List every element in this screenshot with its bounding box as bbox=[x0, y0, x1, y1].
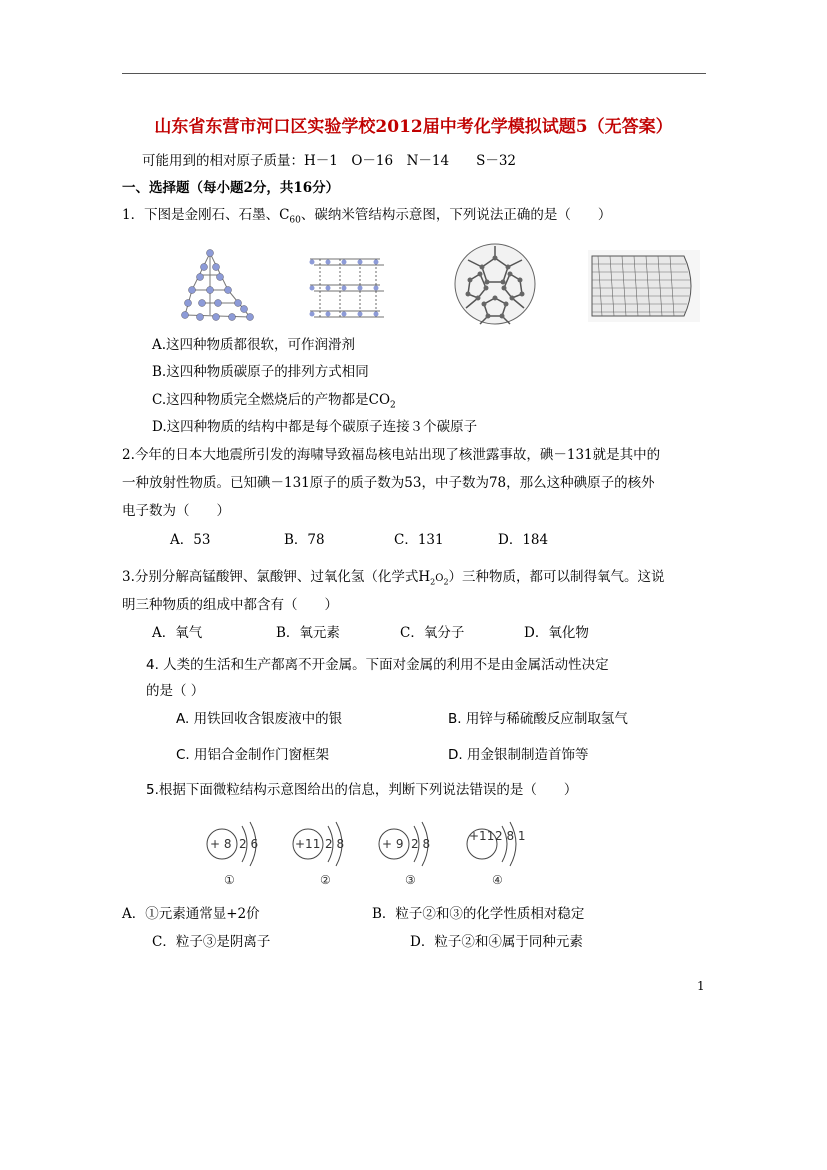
q3-stem-line2: 明三种物质的组成中都含有（ ） bbox=[122, 597, 338, 613]
q4-stem-line2: 的是（ ） bbox=[146, 683, 205, 699]
q2-option-a: A．53 bbox=[170, 532, 211, 548]
q1-option-b: B.这四种物质碳原子的排列方式相同 bbox=[152, 364, 369, 380]
particle-1-label: ① bbox=[224, 873, 235, 887]
q2-option-d: D．184 bbox=[498, 532, 549, 548]
c60-fullerene-figure bbox=[450, 240, 540, 328]
particle-3-label: ③ bbox=[405, 873, 416, 887]
q5-option-c: C．粒子③是阴离子 bbox=[152, 934, 271, 950]
particle-structure-diagrams bbox=[196, 818, 536, 892]
carbon-nanotube-figure bbox=[588, 250, 700, 322]
q4-option-b: B. 用锌与稀硫酸反应制取氢气 bbox=[448, 711, 628, 727]
particle-3 bbox=[379, 822, 430, 887]
graphite-structure-figure bbox=[300, 245, 390, 327]
q1-option-a: A.这四种物质都很软，可作润滑剂 bbox=[152, 337, 356, 353]
particle-4-nucleus: +11 bbox=[469, 829, 495, 843]
section-heading: 一、选择题（每小题2分，共16分） bbox=[122, 180, 340, 196]
q4-option-a: A. 用铁回收含银废液中的银 bbox=[176, 711, 343, 727]
particle-2-nucleus: +11 bbox=[295, 837, 321, 851]
q2-stem-line2: 一种放射性物质。已知碘－131原子的质子数为53，中子数为78，那么这种碘原子的核外 bbox=[122, 475, 655, 491]
q1-option-d: D.这四种物质的结构中都是每个碳原子连接３个碳原子 bbox=[152, 419, 478, 435]
q5-stem: 5.根据下面微粒结构示意图给出的信息，判断下列说法错误的是（ ） bbox=[146, 782, 578, 798]
particle-3-shells: 2 8 bbox=[411, 837, 431, 851]
particle-2-shells: 2 8 bbox=[325, 837, 345, 851]
page-number: 1 bbox=[697, 979, 705, 993]
q3-option-d: D．氧化物 bbox=[524, 625, 589, 641]
particle-2 bbox=[293, 822, 344, 887]
particle-2-label: ② bbox=[320, 873, 331, 887]
header-rule bbox=[122, 73, 706, 74]
q4-option-d: D. 用金银制制造首饰等 bbox=[448, 747, 589, 763]
q5-option-b: B．粒子②和③的化学性质相对稳定 bbox=[372, 906, 585, 922]
q2-option-b: B．78 bbox=[284, 532, 325, 548]
q1-option-c: C.这四种物质完全燃烧后的产物都是$CO_2$ bbox=[152, 392, 396, 411]
diamond-structure-figure bbox=[180, 245, 260, 327]
particle-4-shells: 2 8 1 bbox=[495, 829, 526, 843]
particle-1-shells: 2 6 bbox=[239, 837, 259, 851]
page-title: 山东省东营市河口区实验学校2012届中考化学模拟试题5（无答案） bbox=[154, 117, 673, 137]
q2-stem-line1: 2.今年的日本大地震所引发的海啸导致福岛核电站出现了核泄露事故，碘－131就是其中的 bbox=[122, 447, 661, 463]
q3-stem-line1: 3.分别分解高锰酸钾、氯酸钾、过氧化氢（化学式$H_2O_2$）三种物质，都可以制得氧气。这说 bbox=[122, 569, 665, 587]
atomic-masses: 可能用到的相对原子质量：H－1 O－16 N－14 S－32 bbox=[142, 153, 517, 169]
q5-option-a: A．①元素通常显+2价 bbox=[122, 906, 260, 922]
q3-option-c: C．氧分子 bbox=[400, 625, 465, 641]
q3-option-a: A．氧气 bbox=[152, 625, 203, 641]
q3-option-b: B．氧元素 bbox=[276, 625, 340, 641]
q1-stem: 1．下图是金刚石、石墨、$C_{60}$、碳纳米管结构示意图，下列说法正确的是（ ） bbox=[122, 207, 612, 226]
particle-3-nucleus: + 9 bbox=[382, 837, 404, 851]
particle-4 bbox=[467, 822, 526, 887]
particle-4-label: ④ bbox=[492, 873, 503, 887]
q2-stem-line3: 电子数为（ ） bbox=[122, 503, 230, 519]
q2-option-c: C．131 bbox=[394, 532, 444, 548]
particle-1 bbox=[207, 822, 258, 887]
q5-option-d: D．粒子②和④属于同种元素 bbox=[410, 934, 583, 950]
q4-option-c: C. 用铝合金制作门窗框架 bbox=[176, 747, 330, 763]
particle-1-nucleus: + 8 bbox=[210, 837, 232, 851]
q4-stem-line1: 4. 人类的生活和生产都离不开金属。下面对金属的利用不是由金属活动性决定 bbox=[146, 657, 609, 673]
